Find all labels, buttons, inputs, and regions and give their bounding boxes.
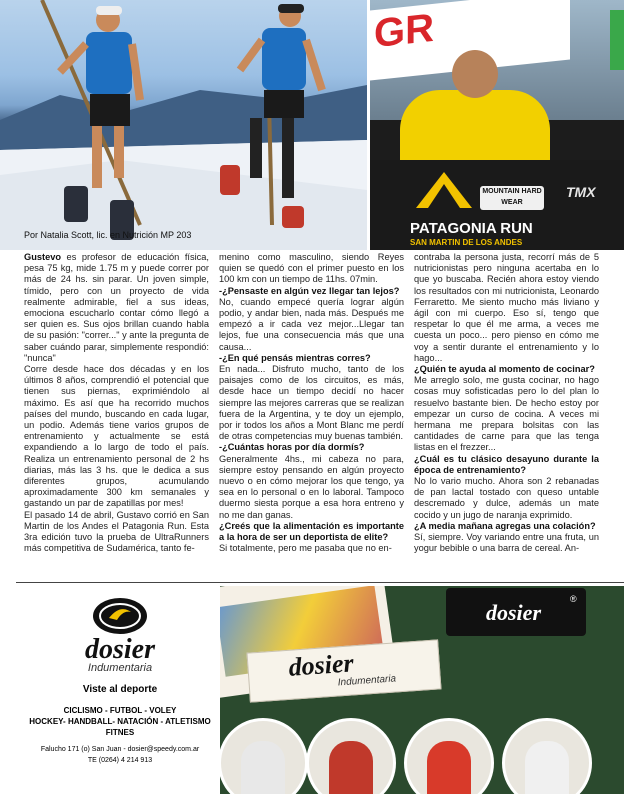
registered-mark: ® [570,594,577,604]
ad-sports-3: FITNES [105,728,135,737]
answer: Me arreglo solo, me gusta cocinar, no hago cosas muy sofisticadas pero lo del plan lo resuelvo bastante bien. De hecho estoy por empezar un curso de cocina. A veces mi hermana me prepara bolsitas con las cantidades de carne para que las tenga listas en el frezzer... [414,375,599,453]
ad-brand: dosier [85,634,155,665]
question: ¿Cuál es tu clásico desayuno durante la época de entrenamiento? [414,453,599,475]
answer: En nada... Disfruto mucho, tanto de los paisajes como de los circuitos, es más, desde hace un tiempo decidí no hacer siempre las mejores carreras que se realizan fuera de la Argentina, y te doy un ejemplo, por ir todos los años a Mont Blanc me perdí de otras competencias muy buenas también. [219,364,404,442]
answer: Generalmente 4hs., mi cabeza no para, siempre estoy pensando en algún proyecto nuevo o en cómo mejorar los que tengo, ya sea en lo personal o en lo laboral. Tampoco duermo siesta porque a esa hora entreno y no me dan ganas. [219,453,404,520]
mountain-logo-icon [414,170,474,210]
article-column-3 [414,252,599,557]
runners-illustration [0,0,367,250]
ad-tagline: Viste al deporte [82,684,158,695]
article-body [24,252,600,557]
dosier-logo-icon [93,598,147,634]
rider-photo-2 [306,718,396,794]
rider-photo-4 [502,718,592,794]
ad-sports-2: HOCKEY- HANDBALL- NATACIÓN - ATLETISMO [29,717,211,726]
paragraph-text: es profesor de educación física, pesa 75 kg, mide 1.75 m y puede correr por más de 24 hs. sin parar. Un joven simple, tímido, pero con un proyecto de vida realmente admirable, fiel a sus ideas, emociona escucharlo contar cómo llegó a ser quien es. Sus ojos brillan cuando habla de su pasión: "correr..." y ante la pregunta de saber cuándo parar, simplemente respondió: "nunca" [24,252,209,363]
mountain-hardwear-sign: MOUNTAIN HARD WEAR [480,186,544,210]
section-divider [16,582,624,583]
runners-photo [0,0,367,250]
tmx-logo: TMX [566,184,596,200]
question: ¿Creés que la alimentación es importante a la hora de ser un deportista de elite? [219,520,404,543]
answer: Sí, siempre. Voy variando entre una fruta, un yogur bebible o una barra de cereal. An- [414,532,599,554]
paragraph: Corre desde hace dos décadas y en los últimos 8 años, comprendió el potencial que tienen sus piernas, exprimiéndolo al máximo. Es así que ha recorrido muchos países del mundo, buscando en cada lugar, un podio. Además tiene varios grupos de entrenamiento y actualmente se está expandiendo a lo largo de todo el país. Realiza un entrenamiento personal de 2 hs diarias, más las 3 hs. que le dedica a sus diferentes grupos, acumulando aproximadamente 300 km semanales y gastando un par de zapatillas por mes! [24,364,209,509]
answer: No, cuando empecé quería lograr algún podio, y andar bien, nada más. Después me empezó a ir cada vez mejor...Llegar tan lejos, fue una consecuencia más que una causa... [219,296,404,352]
rider-photo-3 [404,718,494,794]
question: ¿A media mañana agregas una colación? [414,520,596,531]
answer: Si totalmente, pero me pasaba que no en- [219,543,392,554]
flag-logo [446,588,586,636]
article-column-1 [24,252,209,557]
ad-brand-sub: Indumentaria [87,662,153,674]
photo-caption: Por Natalia Scott, lic. en Nutrición MP 203 [24,230,192,240]
runner-face [452,50,498,98]
event-title: PATAGONIA RUN [410,220,533,237]
ad-address: Falucho 171 (o) San Juan - dosier@speedy.com.ar [40,746,200,753]
paragraph-intro [24,252,209,364]
rider-photo-1 [220,718,308,794]
ad-dosier-info [20,586,220,794]
green-flag [610,10,624,70]
question: -¿Cuántas horas por día dormís? [219,442,365,453]
yellow-shirt [400,90,550,160]
ad-sports-1: CICLISMO - FUTBOL - VOLEY [63,706,177,715]
paragraph: El pasado 14 de abril, Gustavo corrió en San Martin de los Andes el Patagonia Run. Esta 3ra edición tuvo la prueba de UltraRunners más competitiva de Sudamérica, tanto fe- [24,509,209,554]
paragraph: contraba la persona justa, recorrí más de 5 nutricionistas pero ninguna acertaba en lo que yo buscaba. Recién ahora estoy viendo los resultados con mi nutricionista, Leonardo Ferraretto. Me siento mucho más liviano y ágil con mi cuerpo. Eso sí, tengo que respetar lo que él me arma, a veces me cuesta un poco... pero pienso en cómo me voy a sentir durante el entrenamiento y lo hago... [414,252,599,363]
ad-phone: TE (0264) 4 214 913 [87,757,153,764]
answer: No lo vario mucho. Ahora son 2 rebanadas de pan lactal tostado con queso untable descremado y dulce, además un mate cocido y un jugo de naranja exprimido. [414,476,599,520]
article-column-2 [219,252,404,557]
finish-photo [370,0,624,250]
lead-name: Gustevo [24,252,62,262]
tag-sub: Indumentaria [337,673,397,689]
paragraph: menino como masculino, siendo Reyes quien se quedó con el primer puesto en los 100 km con un tiempo de 11hs. 07min. [219,252,404,285]
ad-dosier-photo [220,586,624,794]
question: -¿Pensaste en algún vez llegar tan lejos? [219,285,400,296]
flag-brand: dosier [486,600,541,625]
question: ¿Quién te ayuda al momento de cocinar? [414,364,595,375]
tag-brand: dosier [287,648,355,682]
question: -¿En qué pensás mientras corres? [219,352,371,363]
banner-text: GR [374,5,434,57]
event-place: SAN MARTIN DE LOS ANDES [410,238,523,247]
